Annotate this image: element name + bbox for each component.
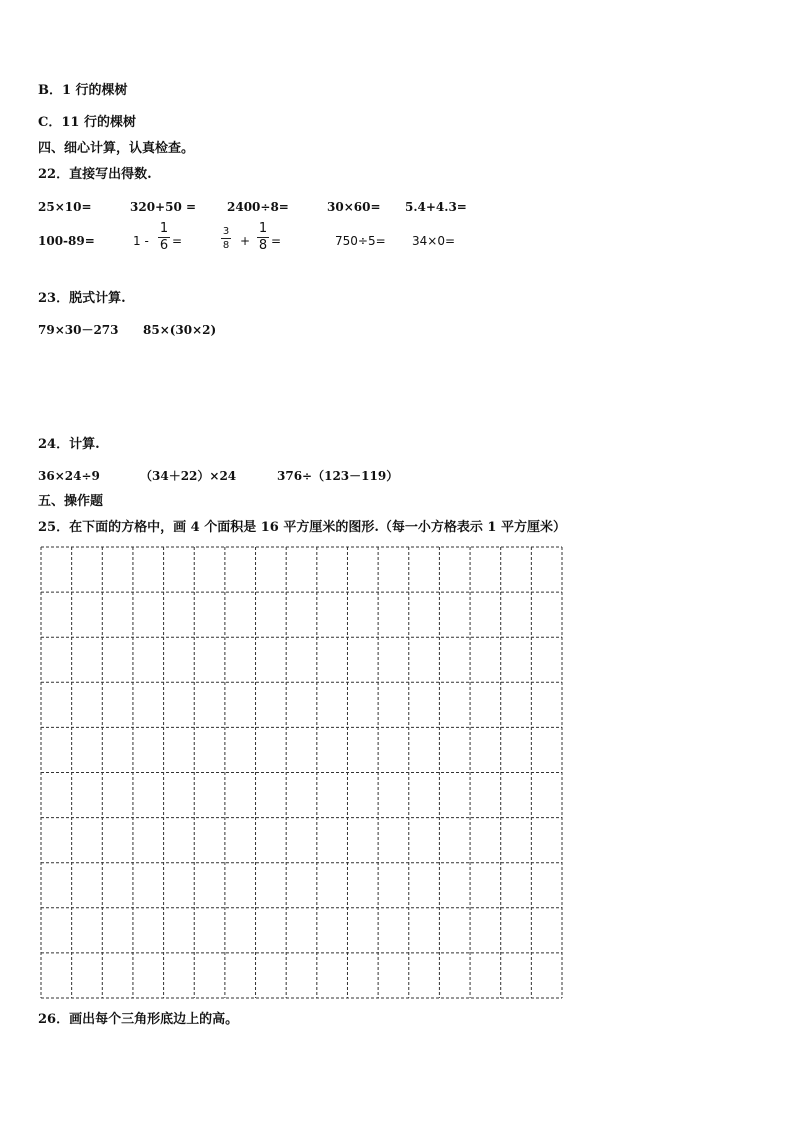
q22-title: 22．直接写出得数.	[38, 167, 152, 182]
q22-item-8-equals: =	[271, 234, 282, 248]
fraction-denominator: 8	[222, 240, 230, 251]
section-4-title: 四、细心计算，认真检查。	[38, 141, 195, 156]
fraction-denominator: 8	[258, 238, 268, 253]
q22-item-7-fraction	[158, 222, 170, 253]
fraction-numerator: 3	[222, 226, 230, 237]
q22-item-4: 30×60=	[327, 200, 381, 214]
q25-title: 25．在下面的方格中，画 4 个面积是 16 平方厘米的图形.（每一小方格表示 1 平方厘米）	[38, 520, 566, 535]
q23-title: 23．脱式计算.	[38, 291, 126, 306]
q24-item-2: （34＋22）×24	[140, 469, 237, 483]
section-5-title: 五、操作题	[38, 494, 104, 509]
q22-item-8-fraction-1	[221, 226, 231, 251]
fraction-numerator: 1	[159, 221, 169, 236]
q26-title: 26．画出每个三角形底边上的高。	[38, 1012, 239, 1027]
q22-item-2: 320+50 =	[130, 200, 197, 214]
q22-item-5: 5.4+4.3=	[405, 200, 467, 214]
q24-title: 24．计算.	[38, 437, 100, 452]
q22-item-7-prefix: 1 -	[133, 234, 149, 248]
q22-item-8-fraction-2	[257, 222, 269, 253]
q23-item-2: 85×(30×2)	[143, 323, 217, 337]
q22-item-7-equals: =	[172, 234, 183, 248]
q22-item-9: 750÷5=	[335, 234, 386, 248]
q24-item-3: 376÷（123－119）	[277, 469, 399, 483]
option-c: C．11 行的棵树	[38, 115, 136, 130]
fraction-numerator: 1	[258, 221, 268, 236]
q22-item-10: 34×0=	[412, 234, 456, 248]
option-b: B．1 行的棵树	[38, 83, 128, 98]
q24-item-1: 36×24÷9	[38, 469, 100, 483]
q22-item-3: 2400÷8=	[227, 200, 289, 214]
q23-item-1: 79×30－273	[38, 323, 119, 337]
q22-item-8-plus: +	[240, 234, 251, 248]
fraction-bar	[221, 238, 231, 239]
q22-item-6: 100-89=	[38, 234, 95, 248]
fraction-denominator: 6	[159, 238, 169, 253]
q22-item-1: 25×10=	[38, 200, 92, 214]
square-grid[interactable]	[40, 546, 564, 1000]
